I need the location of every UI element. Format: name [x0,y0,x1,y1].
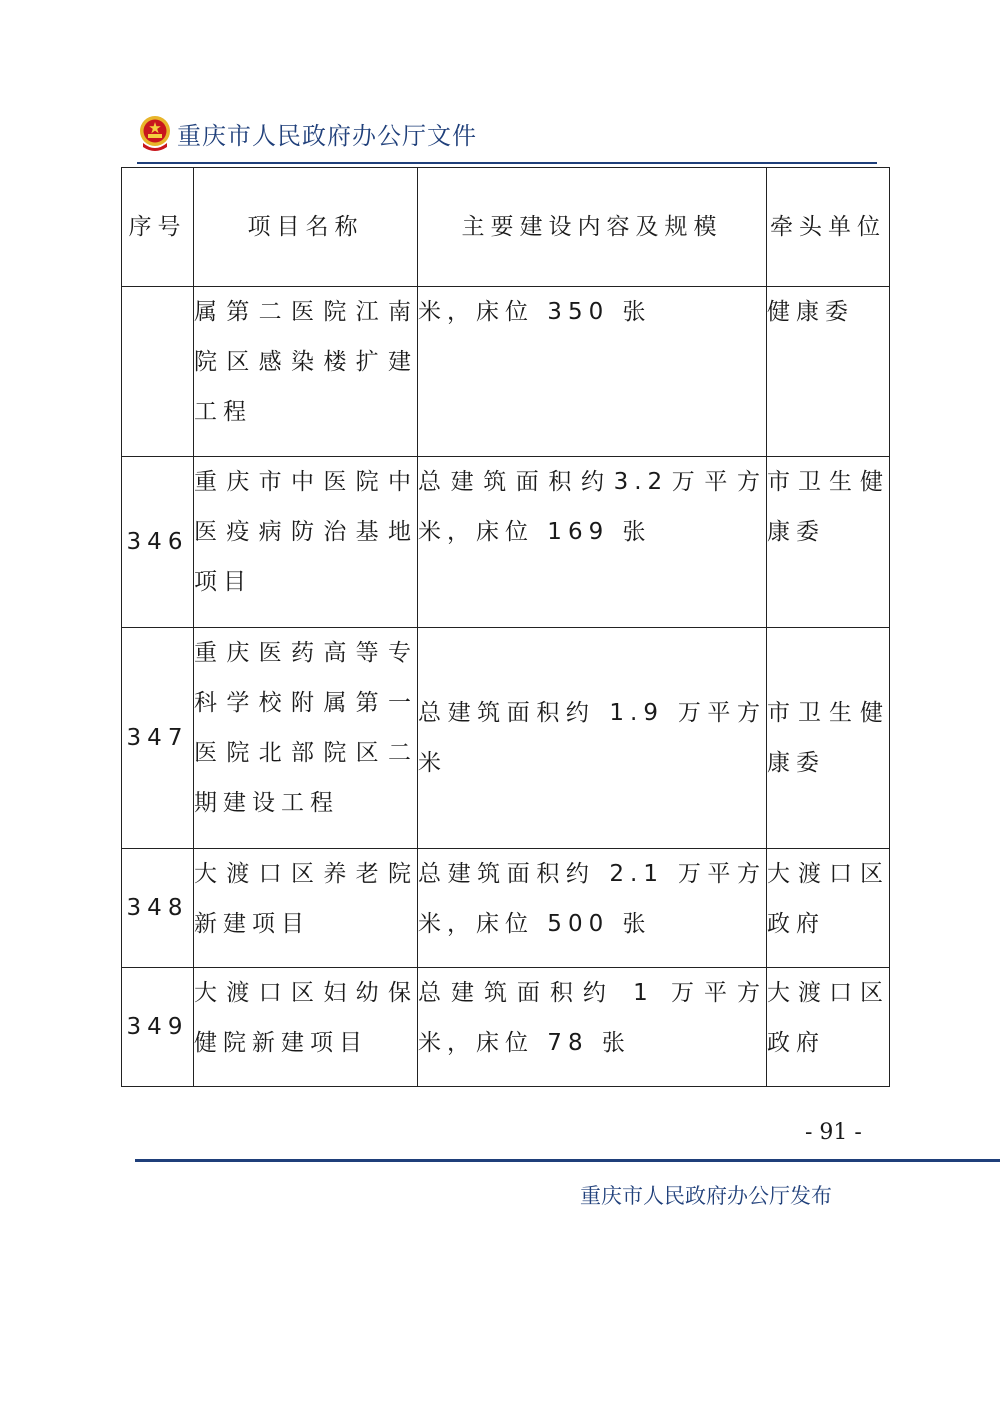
project-content: 总建筑面积约 1 万平方米，床位 78 张 [418,968,767,1087]
footer-publisher: 重庆市人民政府办公厅发布 [580,1184,832,1208]
table-row [122,849,890,968]
project-name: 属第二医院江南院区感染楼扩建工程 [194,287,418,457]
lead-unit: 市卫生健康委 [767,457,890,628]
header-divider [137,162,877,164]
row-number: 347 [122,628,194,849]
page-number: - 91 - [805,1120,862,1145]
header-cell-content: 主要建设内容及规模 [418,168,767,287]
row-number [122,287,194,457]
row-number: 349 [122,968,194,1087]
row-number: 346 [122,457,194,628]
project-name: 大渡口区养老院新建项目 [194,849,418,968]
project-table [121,167,890,1087]
header-cell-no: 序号 [122,168,194,287]
national-emblem-icon [137,113,173,153]
table-row [122,628,890,849]
project-content: 总建筑面积约3.2万平方米，床位 169 张 [418,457,767,628]
project-name: 大渡口区妇幼保健院新建项目 [194,968,418,1087]
project-content: 总建筑面积约 2.1 万平方米，床位 500 张 [418,849,767,968]
table-row [122,968,890,1087]
project-content: 米，床位 350 张 [418,287,767,457]
table-row [122,457,890,628]
header-cell-name: 项目名称 [194,168,418,287]
row-number: 348 [122,849,194,968]
header-cell-unit: 牵头单位 [767,168,890,287]
lead-unit: 大渡口区政府 [767,849,890,968]
project-content: 总建筑面积约 1.9 万平方米 [418,628,767,849]
lead-unit: 大渡口区政府 [767,968,890,1087]
header-title: 重庆市人民政府办公厅文件 [177,121,477,150]
project-name: 重庆医药高等专科学校附属第一医院北部院区二期建设工程 [194,628,418,849]
lead-unit: 市卫生健康委 [767,628,890,849]
project-name: 重庆市中医院中医疫病防治基地项目 [194,457,418,628]
table-header-row [122,168,890,287]
table-row [122,287,890,457]
document-header [137,108,477,158]
footer-divider [135,1159,1000,1162]
lead-unit: 健康委 [767,287,890,457]
